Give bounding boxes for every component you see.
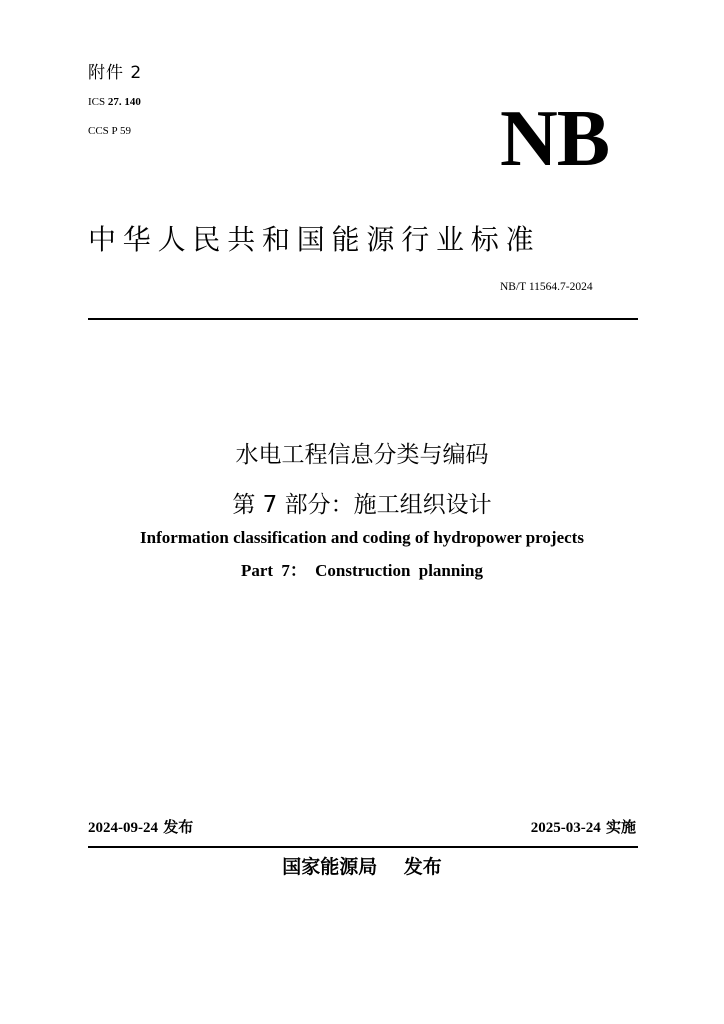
- issue-date-label: 发布: [163, 818, 194, 836]
- ics-code: [88, 96, 141, 108]
- top-divider: [88, 318, 638, 320]
- implementation-date: [531, 816, 636, 837]
- document-subtitle-cn: 第 7 部分：施工组织设计: [232, 492, 492, 518]
- ccs-code: CCS P 59: [88, 125, 132, 137]
- standard-code: NB/T 11564.7-2024: [500, 281, 593, 293]
- nb-logo: NB: [500, 95, 610, 183]
- issue-date-value: 2024-09-24: [88, 820, 158, 836]
- document-title-en: Information classification and coding of hydropower projects: [140, 528, 584, 547]
- issue-date: [88, 816, 193, 837]
- annex-label: 附件 2: [88, 63, 143, 83]
- implementation-date-label: 实施: [605, 818, 636, 836]
- publisher: 国家能源局 发布: [282, 856, 442, 878]
- implementation-date-value: 2025-03-24: [530, 820, 601, 836]
- standard-category-title: 中华人民共和国能源行业标准: [88, 223, 541, 256]
- bottom-divider: [88, 846, 638, 848]
- document-title-cn: 水电工程信息分类与编码: [235, 442, 489, 468]
- document-subtitle-en: Part 7： Construction planning: [241, 561, 483, 580]
- ics-number: 27. 140: [107, 96, 141, 108]
- ics-label: ICS: [88, 96, 106, 108]
